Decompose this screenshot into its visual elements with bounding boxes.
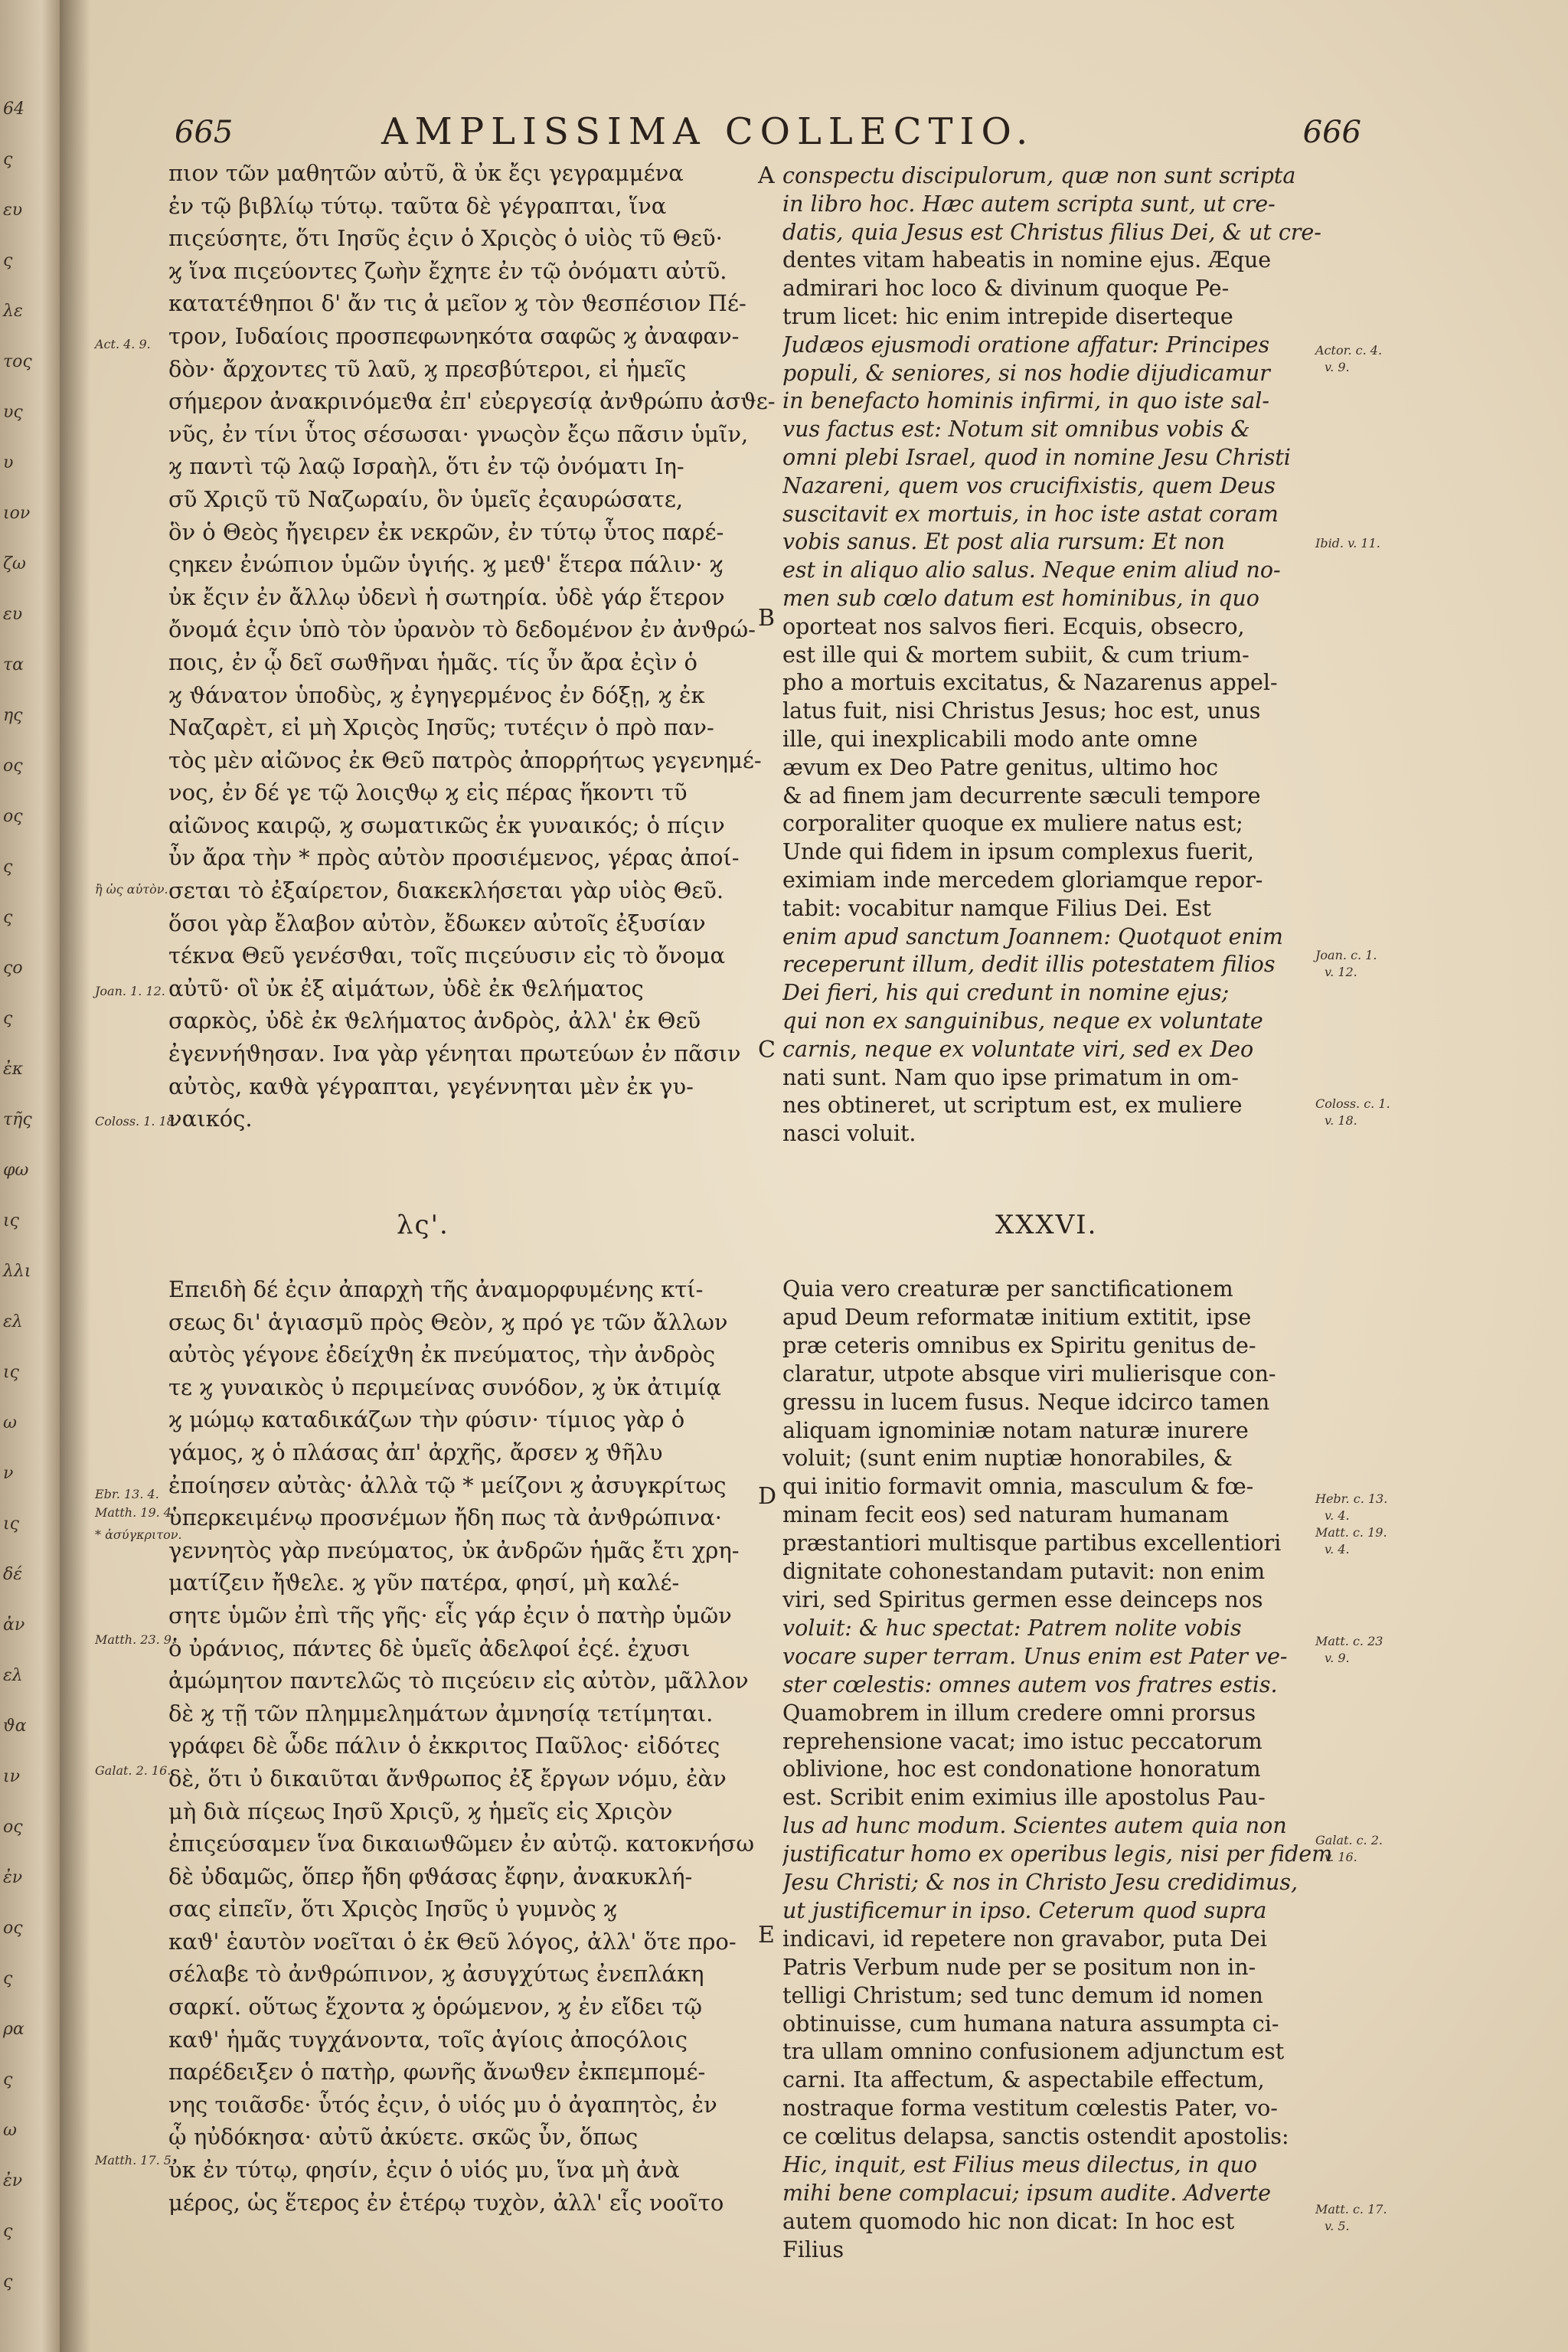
text-line: αὐτὸς, καϑὰ γέγραπται, γεγέννηται μὲν ἐκ γυ- [168, 1073, 694, 1099]
text-line: σαρκί. οὕτως ἔχοντα ϗ ὁρώμενον, ϗ ἐν εἴδει τῷ [168, 1994, 703, 2020]
text-line: Quamobrem in illum credere omni prorsus [782, 1700, 1256, 1726]
text-line: præstantiori multisque partibus excellentiori [782, 1530, 1282, 1557]
prev-page-fragment: λλι [3, 1262, 31, 1281]
text-line: minam fecit eos) sed naturam humanam [782, 1502, 1230, 1528]
text-line: σητε ὑμῶν ἐπὶ τῆς γῆς· εἷς γάρ ἐςιν ὁ πατὴρ ὑμῶν [168, 1602, 732, 1628]
text-line: κατατέϑηποι δ' ἄν τις ἀ μεῖον ϗ τὸν ϑεσπέσιον Πέ- [168, 290, 746, 317]
text-line: ἐγεννήϑησαν. Ινα γὰρ γένηται πρωτεύων ἐν πᾶσιν [168, 1040, 741, 1067]
text-line: ille, qui inexplicabili modo ante omne [782, 726, 1198, 752]
prev-page-fragment: ελ [3, 1312, 23, 1331]
text-line: γεννητὸς γὰρ πνεύματος, ὐκ ἀνδρῶν ἡμᾶς ἔτι χρη- [168, 1537, 740, 1563]
text-line: voluit; (sunt enim nuptiæ honorabiles, & [782, 1446, 1233, 1472]
text-line: Dei fieri, his qui credunt in nomine ejus; [782, 980, 1230, 1006]
book-spine-shadow [60, 0, 90, 2352]
margin-note: Galat. c. 2. [1315, 1833, 1383, 1847]
text-line: est. Scribit enim eximius ille apostolus Pau- [782, 1785, 1266, 1811]
prev-page-fragment: ος [3, 807, 23, 826]
margin-note: v. 5. [1325, 2219, 1350, 2233]
text-line: vocare super terram. Unus enim est Pater ve- [782, 1643, 1288, 1669]
book-page [60, 0, 1568, 2352]
text-line: ϗ ϑάνατον ὑποδὺς, ϗ ἐγηγερμένος ἐν δόξῃ, ϗ ἐκ [168, 681, 705, 708]
prev-page-fragment: τα [3, 655, 24, 675]
text-line: oblivione, hoc est condonatione honoratum [782, 1756, 1261, 1782]
text-line: corporaliter quoque ex muliere natus est; [782, 811, 1243, 837]
text-line: δὲ ϗ τῇ τῶν πλημμελημάτων ἀμνησίᾳ τετίμηται. [168, 1700, 714, 1726]
text-line: Filius [782, 2236, 844, 2262]
text-line: indicavi, id repetere non gravabor, puta Dei [782, 1926, 1267, 1952]
text-line: πιςεύσητε, ὅτι Ιησῦς ἐςιν ὁ Χριςὸς ὁ υἱὸς τῦ Θεῦ· [168, 225, 723, 252]
text-line: αἰῶνος καιρῷ, ϗ σωματικῶς ἐκ γυναικός; ὁ πίςιν [168, 812, 725, 838]
text-line: est ille qui & mortem subiit, & cum trium- [782, 642, 1250, 668]
section-letter-b: B [758, 605, 776, 632]
text-line: σέλαβε τὸ ἀνϑρώπινον, ϗ ἀσυγχύτως ἐνεπλάκη [168, 1961, 704, 1988]
section-heading-latin: XXXVI. [995, 1210, 1098, 1240]
text-line: αὐτῦ· οἳ ὐκ ἐξ αἱμάτων, ὐδὲ ἐκ ϑελήματος [168, 975, 644, 1001]
prev-page-fragment: ος [3, 756, 23, 776]
text-line: aliquam ignominiæ notam naturæ inurere [782, 1417, 1249, 1443]
prev-page-fragment: ς [3, 908, 13, 927]
text-line: ὅσοι γὰρ ἔλαβον αὐτὸν, ἔδωκεν αὐτοῖς ἐξυσίαν [168, 910, 706, 936]
text-line: & ad finem jam decurrente sæculi tempore [782, 782, 1261, 808]
text-line: vobis sanus. Et post alia rursum: Et non [782, 529, 1225, 555]
text-line: σαρκὸς, ὐδὲ ἐκ ϑελήματος ἀνδρὸς, ἀλλ' ἐκ Θεῦ [168, 1008, 701, 1034]
section-heading-greek: λς'. [397, 1210, 449, 1240]
text-line: eximiam inde mercedem gloriamque repor- [782, 867, 1263, 893]
prev-page-fragment: ος [3, 1919, 23, 1938]
text-line: ναικός. [168, 1106, 253, 1132]
margin-note: v. 16. [1325, 1850, 1357, 1864]
text-line: παρέδειξεν ὁ πατὴρ, φωνῆς ἄνωϑεν ἐκπεμπομέ- [168, 2059, 706, 2086]
prev-page-fragment: ιον [3, 504, 31, 523]
prev-page-fragment: ς [3, 2222, 13, 2241]
margin-note: v. 12. [1325, 965, 1357, 979]
text-line: δὸν· ἄρχοντες τῦ λαῦ, ϗ πρεσβύτεροι, εἰ ἡμεῖς [168, 355, 687, 382]
text-line: gressu in lucem fusus. Neque idcirco tamen [782, 1389, 1270, 1415]
prev-page-fragment: 64 [3, 100, 24, 119]
text-line: τὸς μὲν αἰῶνος ἐκ Θεῦ πατρὸς ἀπορρήτως γεγενημέ- [168, 746, 762, 773]
text-line: Jesu Christi; & nos in Christo Jesu credidimus, [782, 1870, 1298, 1896]
text-line: Nazareni, quem vos crucifixistis, quem Deus [782, 472, 1276, 498]
text-line: receperunt illum, dedit illis potestatem filios [782, 952, 1276, 978]
text-line: ὁ ὐράνιος, πάντες δὲ ὑμεῖς ἀδελφοί ἐςέ. ἐχυσι [168, 1635, 691, 1661]
text-line: Hic, inquit, est Filius meus dilectus, in quo [782, 2152, 1258, 2178]
text-line: Quia vero creaturæ per sanctificationem [782, 1276, 1233, 1302]
text-line: suscitavit ex mortuis, in hoc iste astat coram [782, 501, 1279, 527]
greek-column-upper [168, 157, 812, 1135]
text-line: conspectu discipulorum, quæ non sunt scripta [782, 163, 1296, 188]
text-line: nes obtineret, ut scriptum est, ex muliere [782, 1093, 1243, 1119]
prev-page-fragment: ελ [3, 1666, 23, 1685]
text-line: latus fuit, nisi Christus Jesus; hoc est, unus [782, 698, 1261, 724]
margin-note: Hebr. c. 13. [1315, 1491, 1388, 1506]
prev-page-fragment: ς [3, 1969, 13, 1988]
section-letter-a: A [758, 162, 775, 189]
text-line: carni. Ita affectum, & aspectabile effectum, [782, 2067, 1265, 2093]
margin-note: v. 4. [1325, 1508, 1350, 1523]
text-line: est in aliquo alio salus. Neque enim aliud no- [782, 557, 1281, 583]
prev-page-fragment: ςο [3, 959, 23, 978]
text-line: datis, quia Jesus est Christus filius Dei, & ut cre- [782, 219, 1321, 245]
text-line: καϑ' ἑαυτὸν νοεῖται ὁ ἐκ Θεῦ λόγος, ἀλλ' ὅτε προ- [168, 1928, 737, 1955]
text-line: præ ceteris omnibus ex Spiritu genitus de- [782, 1332, 1256, 1358]
text-line: admirari hoc loco & divinum quoque Pe- [782, 276, 1230, 302]
text-line: σεως δι' ἁγιασμῦ πρὸς Θεὸν, ϗ πρό γε τῶν ἄλλων [168, 1308, 728, 1335]
text-line: νῦς, ἐν τίνι ὗτος σέσωσαι· γνωςὸν ἔςω πᾶσιν ὑμῖν, [168, 420, 749, 447]
prev-page-fragment: ις [3, 1363, 19, 1382]
text-line: enim apud sanctum Joannem: Quotquot enim [782, 923, 1283, 949]
prev-page-fragment: ευ [3, 201, 23, 220]
prev-page-fragment: ς [3, 858, 13, 877]
greek-column-lower [168, 1273, 812, 2219]
prev-page-fragment: ζω [3, 554, 26, 573]
text-line: Judæos ejusmodi oratione affatur: Principes [782, 332, 1270, 358]
text-line: σας εἰπεῖν, ὅτι Χριςὸς Ιησῦς ὐ γυμνὸς ϗ [168, 1896, 618, 1922]
text-line: μὴ διὰ πίςεως Ιησῦ Χριςῦ, ϗ ἡμεῖς εἰς Χριςὸν [168, 1798, 673, 1824]
text-line: dignitate cohonestandam putavit: non enim [782, 1559, 1266, 1585]
prev-page-fragment: ς [3, 251, 13, 270]
prev-page-fragment: δέ [3, 1565, 23, 1584]
text-line: qui non ex sanguinibus, neque ex voluntate [782, 1008, 1263, 1034]
prev-page-fragment: λε [3, 302, 23, 321]
margin-note: Joan. 1. 12. [95, 984, 165, 998]
text-line: ματίζειν ἤϑελε. ϗ γῦν πατέρα, φησί, μὴ καλέ- [168, 1570, 680, 1596]
text-line: τε ϗ γυναικὸς ὐ περιμείνας συνόδον, ϗ ὐκ ἀτιμίᾳ [168, 1374, 722, 1400]
margin-note: Matt. c. 19. [1315, 1525, 1387, 1540]
margin-note: Actor. c. 4. [1315, 343, 1383, 358]
text-line: γάμος, ϗ ὁ πλάσας ἀπ' ἀρχῆς, ἄρσεν ϗ ϑῆλυ [168, 1439, 663, 1465]
margin-note: Ebr. 13. 4. [95, 1487, 159, 1501]
text-line: populi, & seniores, si nos hodie dijudicamur [782, 360, 1270, 386]
text-line: ὐκ ἔςιν ἐν ἄλλῳ ὐδενὶ ἡ σωτηρία. ὐδὲ γάρ ἕτερον [168, 583, 725, 610]
page-number-left: 665 [175, 115, 234, 150]
latin-column-upper [782, 162, 1372, 1148]
text-line: tabit: vocabitur namque Filius Dei. Est [782, 895, 1211, 921]
text-line: ster cœlestis: omnes autem vos fratres estis. [782, 1671, 1278, 1697]
text-line: ᾧ ηὐδόκησα· αὐτῦ ἀκύετε. σκῶς ὖν, ὅπως [168, 2124, 639, 2151]
text-line: telligi Christum; sed tunc demum id nomen [782, 1982, 1263, 2008]
text-line: pho a mortuis excitatus, & Nazarenus appel- [782, 670, 1278, 696]
text-line: qui initio formavit omnia, masculum & fœ- [782, 1474, 1254, 1500]
margin-note: Matt. c. 17. [1315, 2202, 1387, 2216]
previous-page-edge [0, 0, 60, 2352]
margin-note: v. 4. [1325, 1542, 1350, 1557]
margin-note: Coloss. c. 1. [1315, 1096, 1390, 1111]
text-line: ϗ ἵνα πιςεύοντες ζωὴν ἔχητε ἐν τῷ ὀνόματι αὐτῦ. [168, 257, 727, 284]
page-number-right: 666 [1302, 115, 1361, 150]
text-line: apud Deum reformatæ initium extitit, ipse [782, 1304, 1252, 1330]
text-line: ὐκ ἐν τύτῳ, φησίν, ἐςιν ὁ υἱός μυ, ἵνα μὴ ἀνὰ [168, 2157, 680, 2184]
margin-note: ἢ ὡς αὐτὸν. [95, 882, 168, 897]
prev-page-fragment: ν [3, 1464, 14, 1483]
text-line: omni plebi Israel, quod in nomine Jesu Christi [782, 444, 1291, 470]
prev-page-fragment: ς [3, 150, 13, 169]
margin-note: Matth. 17. 5. [95, 2153, 176, 2167]
text-line: ut justificemur in ipso. Ceterum quod supra [782, 1897, 1267, 1923]
text-line: Ναζαρὲτ, εἰ μὴ Χριςὸς Ιησῦς; τυτέςιν ὁ πρὸ παν- [168, 714, 714, 741]
text-line: trum licet: hic enim intrepide diserteque [782, 303, 1233, 329]
text-line: autem quomodo hic non dicat: In hoc est [782, 2208, 1235, 2234]
text-line: nati sunt. Nam quo ipse primatum in om- [782, 1064, 1239, 1090]
text-line: men sub cœlo datum est hominibus, in quo [782, 585, 1259, 611]
text-line: Unde qui fidem in ipsum complexus fuerit, [782, 839, 1254, 865]
text-line: nasci voluit. [782, 1121, 916, 1147]
text-line: ὄνομά ἐςιν ὑπὸ τὸν ὐρανὸν τὸ δεδομένον ἐν ἀνϑρώ- [168, 616, 756, 643]
text-line: πιον τῶν μαθητῶν αὐτῦ, ἃ ὐκ ἔςι γεγραμμένα [168, 160, 684, 186]
prev-page-fragment: ω [3, 2121, 17, 2140]
text-line: voluit: & huc spectat: Patrem nolite vobis [782, 1615, 1242, 1641]
prev-page-fragment: ς [3, 1009, 13, 1028]
prev-page-fragment: ης [3, 706, 23, 725]
text-line: σήμερον ἀνακρινόμεϑα ἐπ' εὐεργεσίᾳ ἀνϑρώπυ ἀσϑε- [168, 388, 776, 415]
text-line: Patris Verbum nude per se positum non in- [782, 1954, 1256, 1980]
text-line: γράφει δὲ ὧδε πάλιν ὁ ἐκκριτος Παῦλος· εἰδότες [168, 1733, 720, 1759]
text-line: tra ullam omnino confusionem adjunctum est [782, 2039, 1285, 2065]
text-line: μέρος, ὡς ἕτερος ἐν ἑτέρῳ τυχὸν, ἀλλ' εἷς νοοῖτο [168, 2189, 724, 2216]
section-letter-d: D [758, 1483, 777, 1510]
page-header [60, 110, 1568, 161]
margin-note: Matt. c. 23 [1315, 1634, 1383, 1648]
margin-note: v. 18. [1325, 1113, 1357, 1128]
prev-page-fragment: ἐκ [3, 1060, 24, 1079]
text-line: δὲ, ὅτι ὐ δικαιῦται ἄνϑρωπος ἐξ ἔργων νόμυ, ἐὰν [168, 1765, 727, 1792]
text-line: dentes vitam habeatis in nomine ejus. Æque [782, 247, 1272, 273]
text-line: σῦ Χριςῦ τῦ Ναζωραίυ, ὃν ὑμεῖς ἐςαυρώσατε, [168, 485, 684, 512]
text-line: carnis, neque ex voluntate viri, sed ex Deo [782, 1036, 1254, 1062]
text-line: ςηκεν ἐνώπιον ὑμῶν ὑγιής. ϗ μεϑ' ἕτερα πάλιν· ϗ [168, 551, 724, 578]
text-line: in libro hoc. Hæc autem scripta sunt, ut cre- [782, 191, 1276, 217]
text-line: claratur, utpote absque viri mulierisque con- [782, 1361, 1276, 1387]
text-line: σεται τὸ ἐξαίρετον, διακεκλήσεται γὰρ υἱὸς Θεῦ. [168, 877, 724, 904]
text-line: τέκνα Θεῦ γενέσϑαι, τοῖς πιςεύυσιν εἰς τὸ ὄνομα [168, 942, 726, 969]
margin-note: Galat. 2. 16. [95, 1763, 172, 1778]
margin-note: * ἀσύγκριτον. [95, 1527, 182, 1542]
running-title: AMPLISSIMA COLLECTIO. [381, 110, 1035, 153]
text-line: νης τοιᾶσδε· ὗτός ἐςιν, ὁ υἱός μυ ὁ ἀγαπητὸς, ἐν [168, 2091, 717, 2118]
margin-note: Ibid. v. 11. [1315, 536, 1380, 550]
text-line: Επειδὴ δέ ἐςιν ἀπαρχὴ τῆς ἀναμορφυμένης κτί- [168, 1276, 704, 1302]
prev-page-fragment: ος [3, 1818, 23, 1837]
text-line: ϗ μώμῳ καταδικάζων τὴν φύσιν· τίμιος γὰρ ὁ [168, 1406, 685, 1433]
prev-page-fragment: ω [3, 1413, 17, 1432]
section-letter-c: C [758, 1037, 776, 1063]
margin-note: Joan. c. 1. [1315, 948, 1377, 962]
prev-page-fragment: ἀν [3, 1615, 25, 1635]
prev-page-fragment: ιν [3, 1767, 20, 1786]
prev-page-fragment: ευ [3, 605, 23, 624]
text-line: lus ad hunc modum. Scientes autem quia non [782, 1813, 1287, 1839]
text-line: obtinuisse, cum humana natura assumpta ci- [782, 2011, 1279, 2037]
prev-page-fragment: ἐν [3, 2171, 23, 2190]
text-line: καϑ' ἡμᾶς τυγχάνοντα, τοῖς ἁγίοις ἀποςόλοις [168, 2026, 688, 2053]
text-line: ἐπιςεύσαμεν ἵνα δικαιωϑῶμεν ἐν αὐτῷ. κατοκνήσω [168, 1831, 754, 1857]
text-line: oporteat nos salvos fieri. Ecquis, obsecro, [782, 613, 1245, 639]
text-line: justificatur homo ex operibus legis, nisi per fidem [782, 1841, 1333, 1867]
text-line: vus factus est: Notum sit omnibus vobis & [782, 416, 1250, 443]
text-line: reprehensione vacat; imo istuc peccatorum [782, 1728, 1263, 1754]
prev-page-fragment: ις [3, 1211, 19, 1230]
text-line: ὃν ὁ Θεὸς ἤγειρεν ἐκ νεκρῶν, ἐν τύτῳ ὗτος παρέ- [168, 518, 724, 545]
latin-column-lower [782, 1276, 1372, 2265]
prev-page-fragment: ρα [3, 2020, 24, 2039]
margin-note: Act. 4. 9. [95, 337, 151, 351]
text-line: ævum ex Deo Patre genitus, ultimo hoc [782, 754, 1219, 780]
text-line: ce cœlitus delapsa, sanctis ostendit apostolis: [782, 2124, 1289, 2150]
margin-note: Coloss. 1. 18. [95, 1114, 179, 1129]
text-line: viri, sed Spiritus germen esse deinceps nos [782, 1586, 1263, 1612]
prev-page-fragment: τῆς [3, 1110, 32, 1129]
margin-note: v. 9. [1325, 1651, 1350, 1665]
text-line: ϗ παντὶ τῷ λαῷ Ισραὴλ, ὅτι ἐν τῷ ὀνόματι Ιη- [168, 453, 684, 480]
text-line: ὖν ἄρα τὴν * πρὸς αὐτὸν προσιέμενος, γέρας ἀποί- [168, 844, 740, 871]
text-line: ἀμώμητον παντελῶς τὸ πιςεύειν εἰς αὐτὸν, μᾶλλον [168, 1668, 749, 1694]
prev-page-fragment: ἐν [3, 1868, 23, 1887]
margin-note: Matth. 23. 9. [95, 1632, 176, 1647]
margin-note: v. 9. [1325, 360, 1350, 374]
text-line: mihi bene complacui; ipsum audite. Adverte [782, 2180, 1271, 2206]
prev-page-fragment: ϑα [3, 1717, 27, 1736]
text-line: ἐποίησεν αὐτὰς· ἀλλὰ τῷ * μείζονι ϗ ἀσυγκρίτως [168, 1472, 727, 1498]
text-line: νος, ἐν δέ γε τῷ λοιςϑῳ ϗ εἰς πέρας ἥκοντι τῦ [168, 779, 688, 806]
prev-page-fragment: ς [3, 2272, 13, 2292]
margin-note: Matth. 19. 4. [95, 1505, 176, 1520]
section-letter-e: E [758, 1922, 775, 1949]
text-line: αὐτὸς γέγονε ἐδείχϑη ἐκ πνεύματος, τὴν ἀνδρὸς [168, 1341, 716, 1368]
prev-page-fragment: φω [3, 1161, 29, 1180]
text-line: τρον, Ιυδαίοις προσπεφωνηκότα σαφῶς ϗ ἀναφαν- [168, 322, 740, 349]
text-line: ἐν τῷ βιβλίῳ τύτῳ. ταῦτα δὲ γέγραπται, ἵνα [168, 192, 667, 219]
prev-page-fragment: τος [3, 352, 32, 371]
prev-page-fragment: υς [3, 403, 23, 422]
text-line: ποις, ἐν ᾧ δεῖ σωϑῆναι ἡμᾶς. τίς ὖν ἄρα ἐςὶν ὁ [168, 648, 698, 675]
text-line: δὲ ὐδαμῶς, ὅπερ ἤδη φϑάσας ἔφην, ἀνακυκλή- [168, 1863, 693, 1890]
prev-page-fragment: υ [3, 453, 14, 472]
text-line: nostraque forma vestitum cœlestis Pater, vo- [782, 2096, 1278, 2122]
prev-page-fragment: ις [3, 1514, 19, 1534]
prev-page-fragment: ς [3, 2070, 13, 2089]
text-line: ὑπερκειμένῳ προσνέμων ἤδη πως τὰ ἀνϑρώπινα· [168, 1504, 722, 1531]
text-line: in benefacto hominis infirmi, in quo iste sal- [782, 388, 1270, 414]
